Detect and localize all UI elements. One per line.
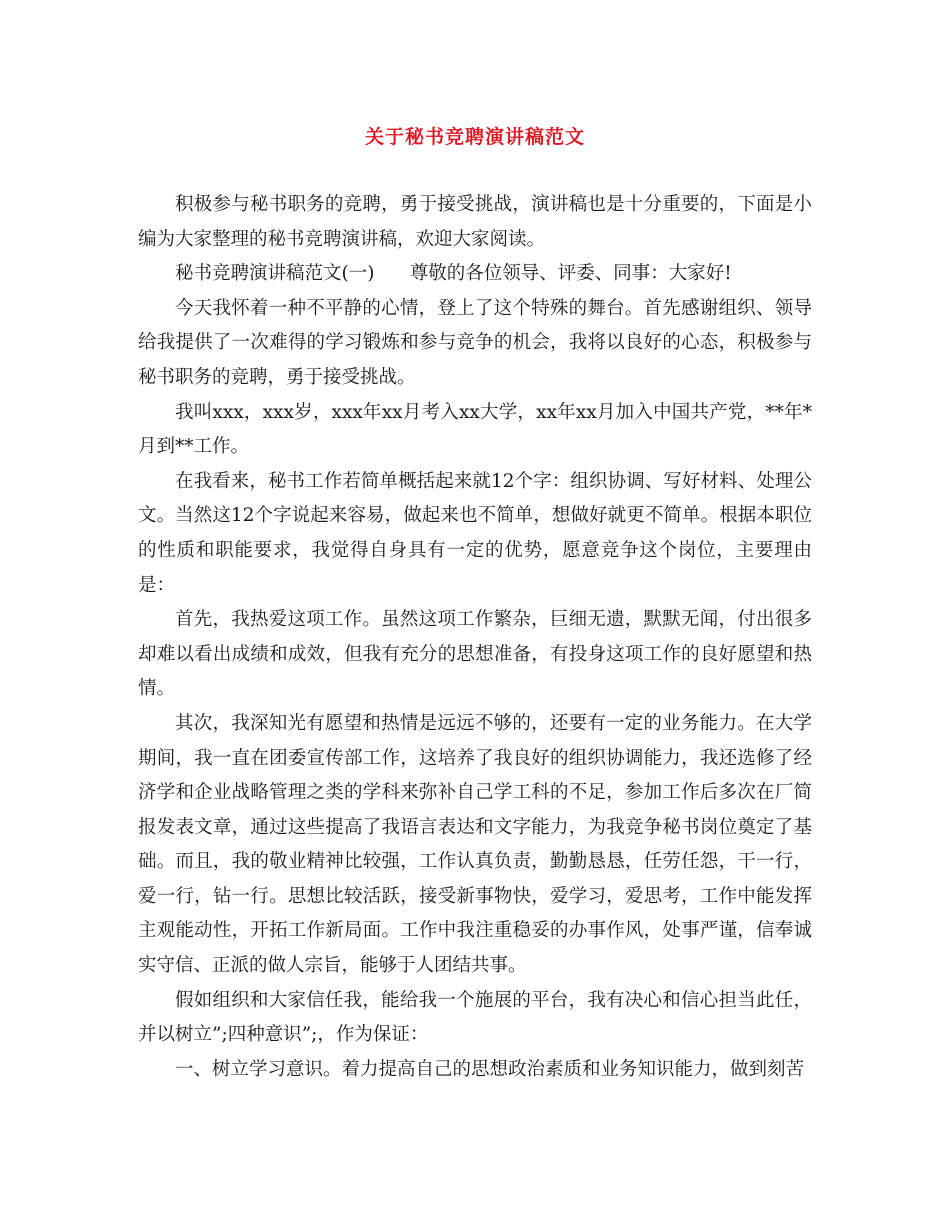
paragraph-job-summary: 在我看来，秘书工作若简单概括起来就12个字：组织协调、写好材料、处理公文。当然这12个字说起来容易，做起来也不简单，想做好就更不简单。根据本职位的性质和职能要求，我觉得自身具有一定的优势，愿意竞争这个岗位，主要理由是： bbox=[138, 470, 812, 596]
paragraph-reason-first: 首先，我热爱这项工作。虽然这项工作繁杂，巨细无遗，默默无闻，付出很多却难以看出成绩和成效，但我有充分的思想准备，有投身这项工作的良好愿望和热情。 bbox=[138, 609, 812, 700]
document-title: 关于秘书竞聘演讲稿范文 bbox=[364, 126, 585, 148]
paragraph-intro: 积极参与秘书职务的竞聘，勇于接受挑战，演讲稿也是十分重要的，下面是小编为大家整理的秘书竞聘演讲稿，欢迎大家阅读。 bbox=[138, 194, 812, 250]
paragraph-reason-second: 其次，我深知光有愿望和热情是远远不够的，还要有一定的业务能力。在大学期间，我一直在团委宣传部工作，这培养了我良好的组织协调能力，我还选修了经济学和企业战略管理之类的学科来弥补自己学工科的不足，参加工作后多次在厂简报发表文章，通过这些提高了我语言表达和文字能力，为我竞争秘书岗位奠定了基础。而且，我的敬业精神比较强，工作认真负责，勤勤恳恳，任劳任怨，干一行，爱一行，钻一行。思想比较活跃，接受新事物快，爱学习，爱思考，工作中能发挥主观能动性，开拓工作新局面。工作中我注重稳妥的办事作风，处事严谨，信奉诚实守信、正派的做人宗旨，能够于人团结共事。 bbox=[138, 712, 812, 977]
paragraph-opening: 今天我怀着一种不平静的心情，登上了这个特殊的舞台。首先感谢组织、领导给我提供了一次难得的学习锻炼和参与竞争的机会，我将以良好的心态，积极参与秘书职务的竞聘，勇于接受挑战。 bbox=[138, 297, 812, 388]
paragraph-self-introduction: 我叫xxx，xxx岁，xxx年xx月考入xx大学，xx年xx月加入中国共产党，**年*月到**工作。 bbox=[138, 401, 812, 458]
paragraph-commitment: 假如组织和大家信任我，能给我一个施展的平台，我有决心和信心担当此任，并以树立”;四种意识”;，作为保证： bbox=[138, 989, 812, 1046]
paragraph-learning-awareness: 一、树立学习意识。着力提高自己的思想政治素质和业务知识能力，做到刻苦 bbox=[175, 1058, 805, 1080]
paragraph-speech-heading: 秘书竞聘演讲稿范文(一) 尊敬的各位领导、评委、同事：大家好! bbox=[175, 263, 732, 285]
document-body bbox=[138, 188, 812, 1087]
